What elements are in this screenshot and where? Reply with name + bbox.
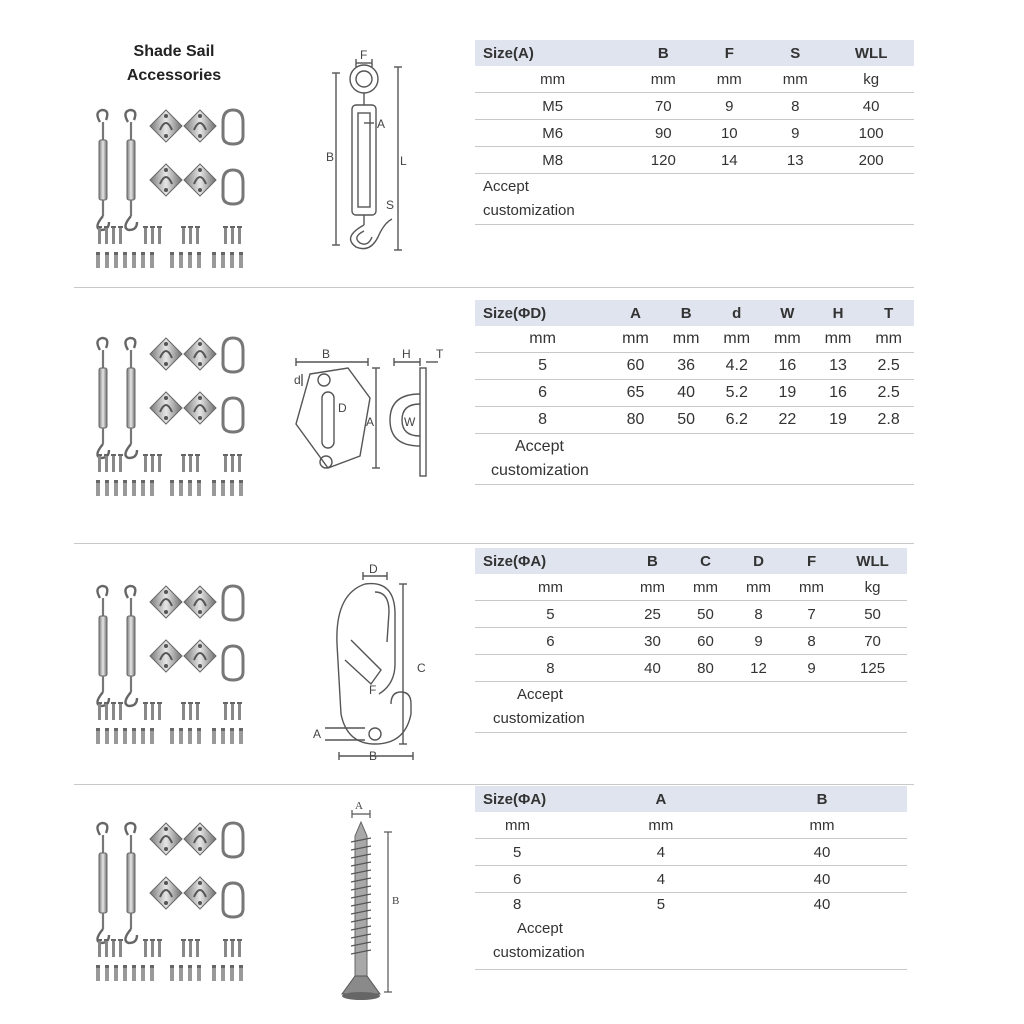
accessory-kit-image <box>86 102 256 277</box>
section-divider <box>74 784 914 785</box>
table-cell: 40 <box>737 866 907 893</box>
table-cell: mm <box>785 574 838 601</box>
title-line-1: Shade Sail <box>133 43 215 60</box>
table-cell: 16 <box>813 380 864 407</box>
table-cell: 5 <box>475 353 610 380</box>
table-row <box>475 655 907 682</box>
column-header: d <box>711 300 762 326</box>
table-cell: 9 <box>785 655 838 682</box>
table-cell: mm <box>475 574 626 601</box>
customization-line: customization <box>493 944 585 961</box>
table-row <box>475 120 914 147</box>
table-row <box>475 93 914 120</box>
table-cell: 5 <box>475 601 626 628</box>
customization-row <box>475 174 914 225</box>
table-header-row <box>475 40 914 66</box>
pad-eye-plate-diagram <box>288 346 448 481</box>
column-header: F <box>785 548 838 574</box>
column-header: A <box>585 786 737 812</box>
table-cell: 6 <box>475 866 585 893</box>
table-cell: 6 <box>475 380 610 407</box>
column-header: F <box>696 40 762 66</box>
section-divider <box>74 543 914 544</box>
table-row <box>475 601 907 628</box>
customization-row <box>475 682 907 733</box>
dim-label-a: A <box>355 802 363 812</box>
table-cell: 80 <box>610 407 661 434</box>
column-header: W <box>762 300 813 326</box>
column-header: Size(ΦA) <box>475 786 585 812</box>
table-cell: 8 <box>475 655 626 682</box>
b-value: 40 <box>813 896 831 913</box>
table-cell: 16 <box>762 353 813 380</box>
table-cell: 5.2 <box>711 380 762 407</box>
accept-line: Accept <box>517 686 563 703</box>
dim-label-s: S <box>386 198 395 212</box>
table-cell: 30 <box>626 628 679 655</box>
title-line-2: Accessories <box>126 67 222 84</box>
units-row <box>475 326 914 353</box>
table-cell: mm <box>732 574 785 601</box>
column-header: WLL <box>828 40 914 66</box>
table-cell: mm <box>696 66 762 93</box>
customization-line: customization <box>483 202 575 219</box>
table-cell: mm <box>475 66 630 93</box>
table-row <box>475 147 914 174</box>
table-cell: 8 <box>475 407 610 434</box>
table-cell: 40 <box>626 655 679 682</box>
table-cell: 4 <box>585 866 737 893</box>
table-row <box>475 407 914 434</box>
table-cell: M6 <box>475 120 630 147</box>
column-header: WLL <box>838 548 907 574</box>
table-cell: 40 <box>661 380 712 407</box>
dim-label-b: B <box>392 895 400 907</box>
table-cell: 65 <box>610 380 661 407</box>
column-header: B <box>737 786 907 812</box>
accessory-kit-image <box>86 815 256 990</box>
table-cell: 4.2 <box>711 353 762 380</box>
table-cell: 60 <box>679 628 732 655</box>
accept-line: Accept <box>483 178 529 195</box>
units-row <box>475 66 914 93</box>
dim-label-b: B <box>326 150 335 164</box>
table-cell: 50 <box>679 601 732 628</box>
dim-label-a: A <box>366 415 375 429</box>
table-cell: 13 <box>813 353 864 380</box>
size-value: 8 <box>513 896 522 913</box>
dim-label-a: A <box>313 727 322 741</box>
dim-label-t: T <box>436 347 444 361</box>
table-cell: 2.5 <box>863 380 914 407</box>
table-cell: 10 <box>696 120 762 147</box>
table-cell: mm <box>863 326 914 353</box>
table-cell: 2.8 <box>863 407 914 434</box>
dim-label-d: D <box>338 401 347 415</box>
dim-label-w: W <box>404 415 416 429</box>
dim-label-f: F <box>360 48 368 62</box>
table-cell: 6.2 <box>711 407 762 434</box>
table-cell: 14 <box>696 147 762 174</box>
turnbuckle-spec-table <box>475 40 914 225</box>
dim-label-h: H <box>402 347 411 361</box>
table-cell: 120 <box>630 147 696 174</box>
table-cell: 8 <box>732 601 785 628</box>
customization-line: customization <box>493 710 585 727</box>
table-cell: mm <box>661 326 712 353</box>
table-cell: 9 <box>696 93 762 120</box>
table-cell: 8 <box>762 93 828 120</box>
snap-hook-spec-table <box>475 548 907 733</box>
table-row <box>475 380 914 407</box>
table-cell: mm <box>585 812 737 839</box>
column-header: Size(ΦA) <box>475 548 626 574</box>
customization-note <box>475 434 914 485</box>
table-cell: kg <box>838 574 907 601</box>
customization-row <box>475 434 914 485</box>
table-cell: 125 <box>838 655 907 682</box>
table-cell: 70 <box>838 628 907 655</box>
accessory-kit-image <box>86 330 256 505</box>
dim-label-f: F <box>369 683 377 697</box>
table-cell: 2.5 <box>863 353 914 380</box>
dim-label-a: A <box>377 117 386 131</box>
table-cell: mm <box>626 574 679 601</box>
table-cell: M8 <box>475 147 630 174</box>
table-cell: 19 <box>813 407 864 434</box>
table-cell: mm <box>813 326 864 353</box>
table-cell: kg <box>828 66 914 93</box>
column-header: Size(ΦD) <box>475 300 610 326</box>
table-cell: 40 <box>828 93 914 120</box>
table-cell: mm <box>737 812 907 839</box>
section-divider <box>74 287 914 288</box>
dim-label-l: L <box>400 154 407 168</box>
table-cell: 100 <box>828 120 914 147</box>
table-cell: 12 <box>732 655 785 682</box>
table-cell: 13 <box>762 147 828 174</box>
column-header: B <box>630 40 696 66</box>
table-cell: mm <box>475 812 585 839</box>
turnbuckle-diagram <box>320 45 410 255</box>
table-cell: mm <box>762 326 813 353</box>
column-header: D <box>732 548 785 574</box>
table-cell: M5 <box>475 93 630 120</box>
table-cell <box>737 893 907 970</box>
table-row <box>475 839 907 866</box>
table-cell: mm <box>762 66 828 93</box>
accept-line: Accept <box>517 920 563 937</box>
table-cell: mm <box>711 326 762 353</box>
table-row <box>475 628 907 655</box>
table-cell: 4 <box>585 839 737 866</box>
column-header: Size(A) <box>475 40 630 66</box>
pad-eye-spec-table <box>475 300 914 485</box>
dim-label-b: B <box>369 749 378 763</box>
table-cell: 7 <box>785 601 838 628</box>
table-cell: 22 <box>762 407 813 434</box>
table-header-row <box>475 786 907 812</box>
table-cell: 36 <box>661 353 712 380</box>
units-row <box>475 812 907 839</box>
dim-label-d-small: d <box>294 373 301 387</box>
table-cell: 40 <box>737 839 907 866</box>
table-header-row <box>475 300 914 326</box>
units-row <box>475 574 907 601</box>
table-header-row <box>475 548 907 574</box>
table-cell: 90 <box>630 120 696 147</box>
table-row <box>475 866 907 893</box>
screw-spec-table <box>475 786 907 970</box>
table-cell: 9 <box>762 120 828 147</box>
table-row <box>475 893 907 970</box>
table-cell: 60 <box>610 353 661 380</box>
column-header: T <box>863 300 914 326</box>
a-value: 5 <box>656 896 666 913</box>
column-header: C <box>679 548 732 574</box>
table-row <box>475 353 914 380</box>
snap-hook-diagram <box>305 560 435 765</box>
table-cell: 200 <box>828 147 914 174</box>
dim-label-d: D <box>369 562 378 576</box>
table-cell: 5 <box>475 839 585 866</box>
column-header: B <box>626 548 679 574</box>
accessory-kit-image <box>86 578 256 753</box>
customization-line: customization <box>491 462 589 479</box>
column-header: S <box>762 40 828 66</box>
table-cell: 8 <box>785 628 838 655</box>
column-header: H <box>813 300 864 326</box>
table-cell: mm <box>630 66 696 93</box>
table-cell: mm <box>475 326 610 353</box>
screw-diagram <box>330 802 410 1007</box>
column-header: A <box>610 300 661 326</box>
table-cell: 50 <box>838 601 907 628</box>
dim-label-c: C <box>417 661 426 675</box>
table-cell <box>475 893 585 970</box>
table-cell <box>585 893 737 970</box>
dim-label-b: B <box>322 347 331 361</box>
table-cell: 9 <box>732 628 785 655</box>
table-cell: 25 <box>626 601 679 628</box>
customization-note <box>475 174 914 225</box>
table-cell: mm <box>610 326 661 353</box>
table-cell: 70 <box>630 93 696 120</box>
page-title <box>96 40 252 88</box>
column-header: B <box>661 300 712 326</box>
customization-note <box>475 682 907 733</box>
table-cell: 80 <box>679 655 732 682</box>
table-cell: 19 <box>762 380 813 407</box>
table-cell: 50 <box>661 407 712 434</box>
table-cell: mm <box>679 574 732 601</box>
accept-line: Accept <box>515 438 564 455</box>
table-cell: 6 <box>475 628 626 655</box>
